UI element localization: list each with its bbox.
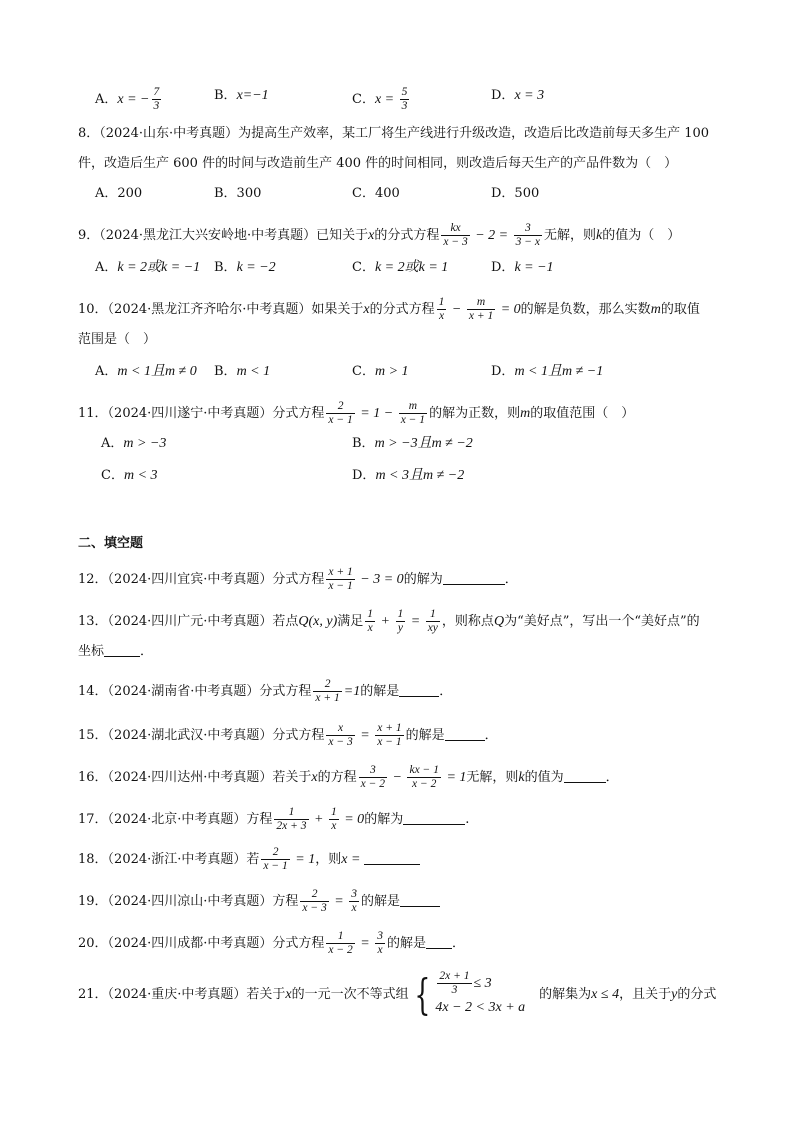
q19-fraction-2: $\frac{3}{x}$ bbox=[351, 888, 357, 914]
q17-answer-blank[interactable] bbox=[403, 810, 465, 825]
q16-fraction-2: $\frac{kx - 1}{x - 2}$ bbox=[409, 764, 439, 790]
q10-stem-line1: 10．（2024·黑龙江齐齐哈尔·中考真题）如果关于x的分式方程 $\frac{1}{x}$ − $\frac{m}{x + 1}$ = 0的解是负数，那么实数m的取值 bbox=[78, 296, 700, 322]
inequality-system: $\frac{2x + 1}{3}$ ≤ 3 4x − 2 < 3x + a bbox=[435, 970, 526, 1015]
q13-stem-line1: 13．（2024·四川广元·中考真题）若点Q(x, y)满足 $\frac{1}{x}$ + $\frac{1}{y}$ = $\frac{1}{xy}$ ，则称点Q为“美好点”，写出一个“美好点”的 bbox=[78, 608, 700, 634]
q12-stem: 12．（2024·四川宜宾·中考真题）分式方程 $\frac{x + 1}{x - 1}$ − 3 = 0的解为 ． bbox=[78, 566, 518, 592]
q14-stem: 14．（2024·湖南省·中考真题）分式方程 $\frac{2}{x + 1}$ =1的解是 ． bbox=[78, 678, 453, 704]
section-title-fill-in: 二、填空题 bbox=[78, 536, 144, 551]
q7-option-b: B．x=−1 bbox=[214, 88, 269, 103]
q15-fraction-1: $\frac{x}{x - 3}$ bbox=[328, 722, 353, 748]
q11-option-a: A．m > −3 bbox=[101, 436, 167, 451]
q8-stem-line1: 8．（2024·山东·中考真题）为提高生产效率，某工厂将生产线进行升级改造，改造后比改造前每天多生产 100 bbox=[78, 126, 710, 141]
q11-option-b: B．m > −3且m ≠ −2 bbox=[352, 436, 473, 451]
q7-option-a: A．x = − $\frac{7}{3}$ bbox=[95, 86, 160, 112]
q13-fraction-1: $\frac{1}{x}$ bbox=[367, 608, 374, 634]
q18-answer-blank[interactable] bbox=[364, 850, 420, 865]
q20-answer-blank[interactable] bbox=[426, 934, 452, 949]
q19-answer-blank[interactable] bbox=[400, 892, 440, 907]
q9-option-b: B．k = −2 bbox=[214, 260, 276, 275]
q8-stem-line2: 件，改造后生产 600 件的时间与改造前生产 400 件的时间相同，则改造后每天生产的产品件数为（ ） bbox=[78, 156, 678, 171]
q17-stem: 17．（2024·北京·中考真题）方程 $\frac{1}{2x + 3}$ + $\frac{1}{x}$ = 0的解为 . bbox=[78, 806, 470, 832]
q7-option-c: C．x = $\frac{5}{3}$ bbox=[352, 86, 408, 112]
q20-fraction-1: $\frac{1}{x - 2}$ bbox=[328, 930, 353, 956]
q14-answer-blank[interactable] bbox=[399, 682, 439, 697]
q20-fraction-2: $\frac{3}{x}$ bbox=[377, 930, 383, 956]
q11-option-c: C．m < 3 bbox=[101, 468, 158, 483]
q7-a-fraction: $\frac{7}{3}$ bbox=[153, 86, 160, 112]
q11-stem: 11．（2024·四川遂宁·中考真题）分式方程 $\frac{2}{x - 1}$ = 1 − $\frac{m}{x - 1}$ 的解为正数，则m的取值范围（ ） bbox=[78, 400, 635, 426]
q8-option-a: A．200 bbox=[95, 186, 143, 201]
q19-stem: 19．（2024·四川凉山·中考真题）方程 $\frac{2}{x - 3}$ = $\frac{3}{x}$ 的解是 bbox=[78, 888, 440, 915]
q10-option-d: D．m < 1且m ≠ −1 bbox=[491, 364, 604, 379]
q11-fraction-2: $\frac{m}{x - 1}$ bbox=[400, 400, 426, 426]
q21-stem: 21．（2024·重庆·中考真题）若关于x的一元一次不等式组 { $\frac{2x + 1}{3}$ ≤ 3 4x − 2 < 3x + a 的解集为x ≤ 4，且关于y的分式 bbox=[78, 969, 717, 1019]
q18-stem: 18．（2024·浙江·中考真题）若 $\frac{2}{x - 1}$ = 1，则x = bbox=[78, 846, 420, 873]
q13-answer-blank[interactable] bbox=[104, 642, 140, 657]
q10-fraction-1: $\frac{1}{x}$ bbox=[438, 296, 445, 322]
q9-option-a: A．k = 2或k = −1 bbox=[95, 260, 201, 275]
q9-fraction-2: $\frac{3}{3 - x}$ bbox=[515, 222, 541, 248]
q9-option-c: C．k = 2或k = 1 bbox=[352, 260, 449, 275]
q14-fraction: $\frac{2}{x + 1}$ bbox=[315, 678, 340, 704]
q9-fraction-1: $\frac{kx}{x - 3}$ bbox=[443, 222, 468, 248]
q12-fraction: $\frac{x + 1}{x - 1}$ bbox=[328, 566, 353, 592]
q7-option-d: D．x = 3 bbox=[491, 88, 545, 103]
q20-stem: 20．（2024·四川成都·中考真题）分式方程 $\frac{1}{x - 2}$ = $\frac{3}{x}$ 的解是 ． bbox=[78, 930, 466, 956]
left-brace-icon: { bbox=[413, 969, 431, 1019]
q8-option-d: D．500 bbox=[491, 186, 540, 201]
q15-answer-blank[interactable] bbox=[445, 726, 485, 741]
q15-fraction-2: $\frac{x + 1}{x - 1}$ bbox=[377, 722, 402, 748]
q17-fraction-2: $\frac{1}{x}$ bbox=[330, 806, 337, 832]
q8-option-b: B．300 bbox=[214, 186, 262, 201]
q16-fraction-1: $\frac{3}{x - 2}$ bbox=[360, 764, 386, 790]
q19-fraction-1: $\frac{2}{x - 3}$ bbox=[302, 888, 327, 914]
q11-fraction-1: $\frac{2}{x - 1}$ bbox=[328, 400, 353, 426]
q15-stem: 15．（2024·湖北武汉·中考真题）分式方程 $\frac{x}{x - 3}$ = $\frac{x + 1}{x - 1}$ 的解是 ． bbox=[78, 722, 498, 748]
q13-stem-line2: 坐标 ． bbox=[78, 644, 154, 659]
q12-answer-blank[interactable] bbox=[443, 570, 505, 585]
q9-option-d: D．k = −1 bbox=[491, 260, 554, 275]
q10-stem-line2: 范围是（ ） bbox=[78, 332, 157, 347]
q10-option-c: C．m > 1 bbox=[352, 364, 409, 379]
q10-option-b: B．m < 1 bbox=[214, 364, 271, 379]
q17-fraction-1: $\frac{1}{2x + 3}$ bbox=[276, 806, 307, 832]
q7-c-fraction: $\frac{5}{3}$ bbox=[401, 86, 408, 112]
q16-answer-blank[interactable] bbox=[564, 768, 606, 783]
q13-fraction-2: $\frac{1}{y}$ bbox=[397, 608, 404, 634]
q10-option-a: A．m < 1且m ≠ 0 bbox=[95, 364, 197, 379]
q21-fraction: $\frac{2x + 1}{3}$ bbox=[439, 970, 470, 996]
q16-stem: 16．（2024·四川达州·中考真题）若关于x的方程 $\frac{3}{x - 2}$ − $\frac{kx - 1}{x - 2}$ = 1无解，则k的值为 ． bbox=[78, 764, 619, 790]
q18-fraction: $\frac{2}{x - 1}$ bbox=[263, 846, 288, 872]
q9-stem: 9．（2024·黑龙江大兴安岭地·中考真题）已知关于x的分式方程 $\frac{kx}{x - 3}$ − 2 = $\frac{3}{3 - x}$ 无解，则k的值为（ ） bbox=[78, 222, 681, 248]
q8-option-c: C．400 bbox=[352, 186, 400, 201]
q13-fraction-3: $\frac{1}{xy}$ bbox=[427, 608, 438, 634]
q10-fraction-2: $\frac{m}{x + 1}$ bbox=[468, 296, 494, 322]
q11-option-d: D．m < 3且m ≠ −2 bbox=[352, 468, 465, 483]
